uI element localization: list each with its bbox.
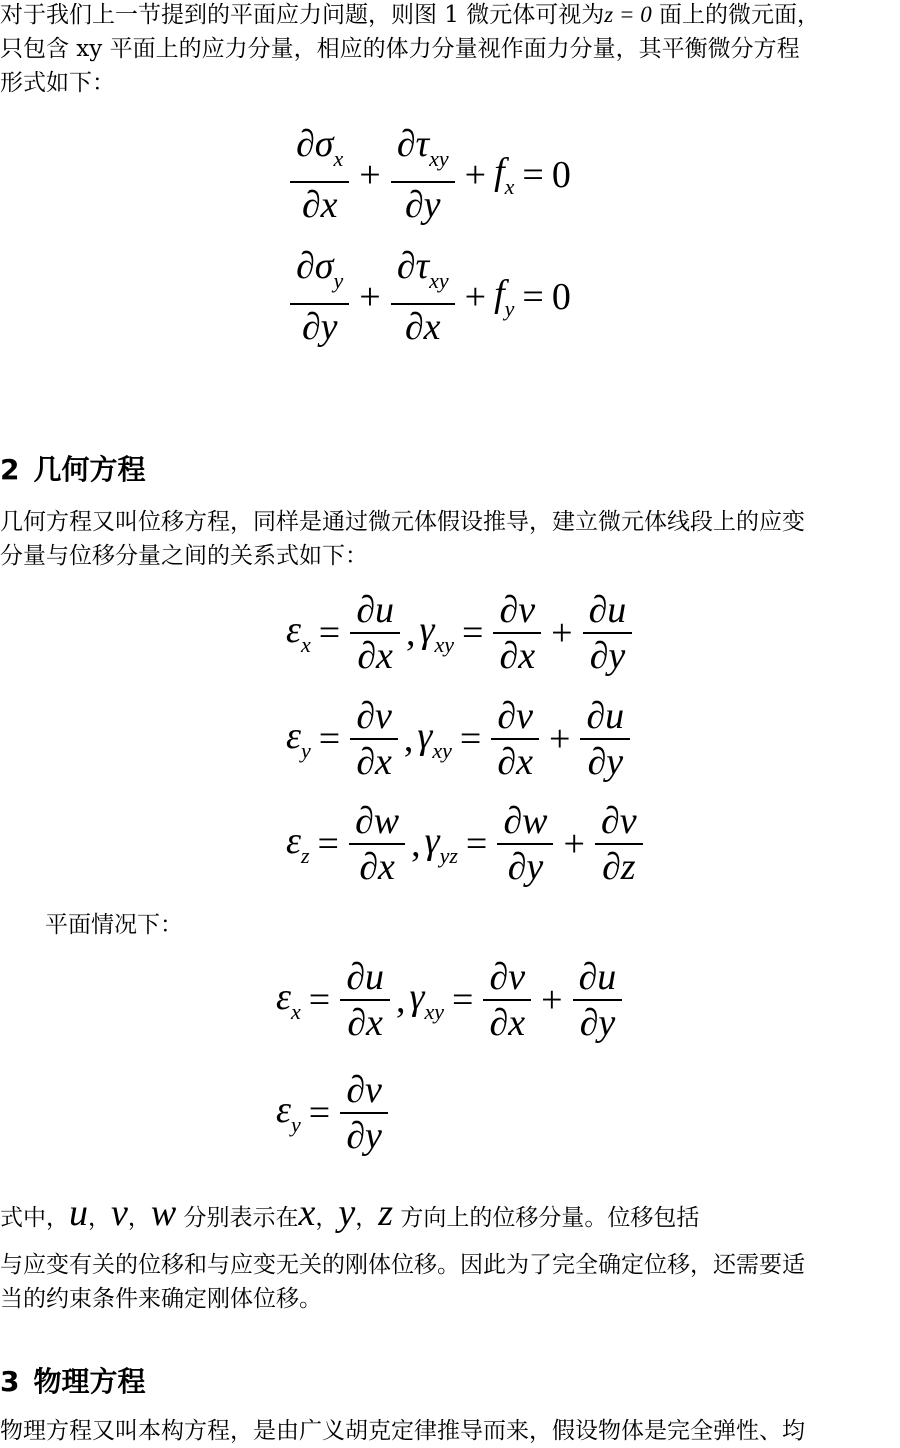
note-line-1: 式中，u，v，w 分别表示在x，y，z 方向上的位移分量。位移包括 [0, 1192, 700, 1234]
plane-eq-2: $\varepsilon_y$ = $\frac{\partial v}{\partial y}$ [276, 1068, 390, 1158]
section-2-para-2: 分量与位移分量之间的关系式如下： [0, 543, 368, 569]
geometric-eq-3: $\varepsilon_z$ = $\frac{\partial w}{\partial x}$ , $\gamma_{yz}$ = $\frac{\partial w}{\partial y}$ + $\frac{\partial v}{\partial z}$ [286, 799, 645, 889]
z-equals-zero: z = 0 [604, 2, 652, 27]
geometric-eq-1: $\varepsilon_x$ = $\frac{\partial u}{\partial x}$ , $\gamma_{xy}$ = $\frac{\partial v}{\partial x}$ + $\frac{\partial u}{\partial y}$ [286, 588, 634, 678]
geometric-eq-2: $\varepsilon_y$ = $\frac{\partial v}{\partial x}$ , $\gamma_{xy}$ = $\frac{\partial v}{\partial x}$ + $\frac{\partial u}{\partial y}$ [286, 694, 632, 784]
equilibrium-eq-1: $\frac{\partial\sigma_x}{\partial x}$ + $\frac{\partial\tau_{xy}}{\partial y}$ + $f_x$ = 0 [288, 122, 571, 227]
fraction: $\frac{\partial\tau_{xy}}{\partial x}$ [391, 244, 455, 349]
fraction: $\frac{\partial\tau_{xy}}{\partial y}$ [391, 122, 455, 227]
note-line-3: 当的约束条件来确定刚体位移。 [0, 1286, 322, 1312]
note-line-2: 与应变有关的位移和与应变无关的刚体位移。因此为了完全确定位移，还需要适 [0, 1252, 805, 1278]
section-2-para-1: 几何方程又叫位移方程，同样是通过微元体假设推导，建立微元体线段上的应变 [0, 509, 805, 535]
section-2-heading: 2 几何方程 [0, 453, 146, 486]
equilibrium-eq-2: $\frac{\partial\sigma_y}{\partial y}$ + $\frac{\partial\tau_{xy}}{\partial x}$ + $f_y$ = 0 [288, 244, 571, 349]
plane-eq-1: $\varepsilon_x$ = $\frac{\partial u}{\partial x}$ , $\gamma_{xy}$ = $\frac{\partial v}{\partial x}$ + $\frac{\partial u}{\partial y}$ [276, 955, 624, 1045]
fraction: $\frac{\partial\sigma_y}{\partial y}$ [290, 244, 349, 349]
section-3-heading: 3 物理方程 [0, 1365, 146, 1398]
plane-case-label: 平面情况下： [45, 912, 183, 938]
section-3-para-1: 物理方程又叫本构方程，是由广义胡克定律推导而来，假设物体是完全弹性、均 [0, 1418, 805, 1444]
intro-line-2: 只包含 xy 平面上的应力分量，相应的体力分量视作面力分量，其平衡微分方程 [0, 36, 800, 62]
fraction: $\frac{\partial\sigma_x}{\partial x}$ [290, 122, 349, 227]
intro-line-3: 形式如下： [0, 70, 115, 96]
intro-line-1: 对于我们上一节提到的平面应力问题，则图 1 微元体可视为z = 0 面上的微元面， [0, 2, 821, 28]
